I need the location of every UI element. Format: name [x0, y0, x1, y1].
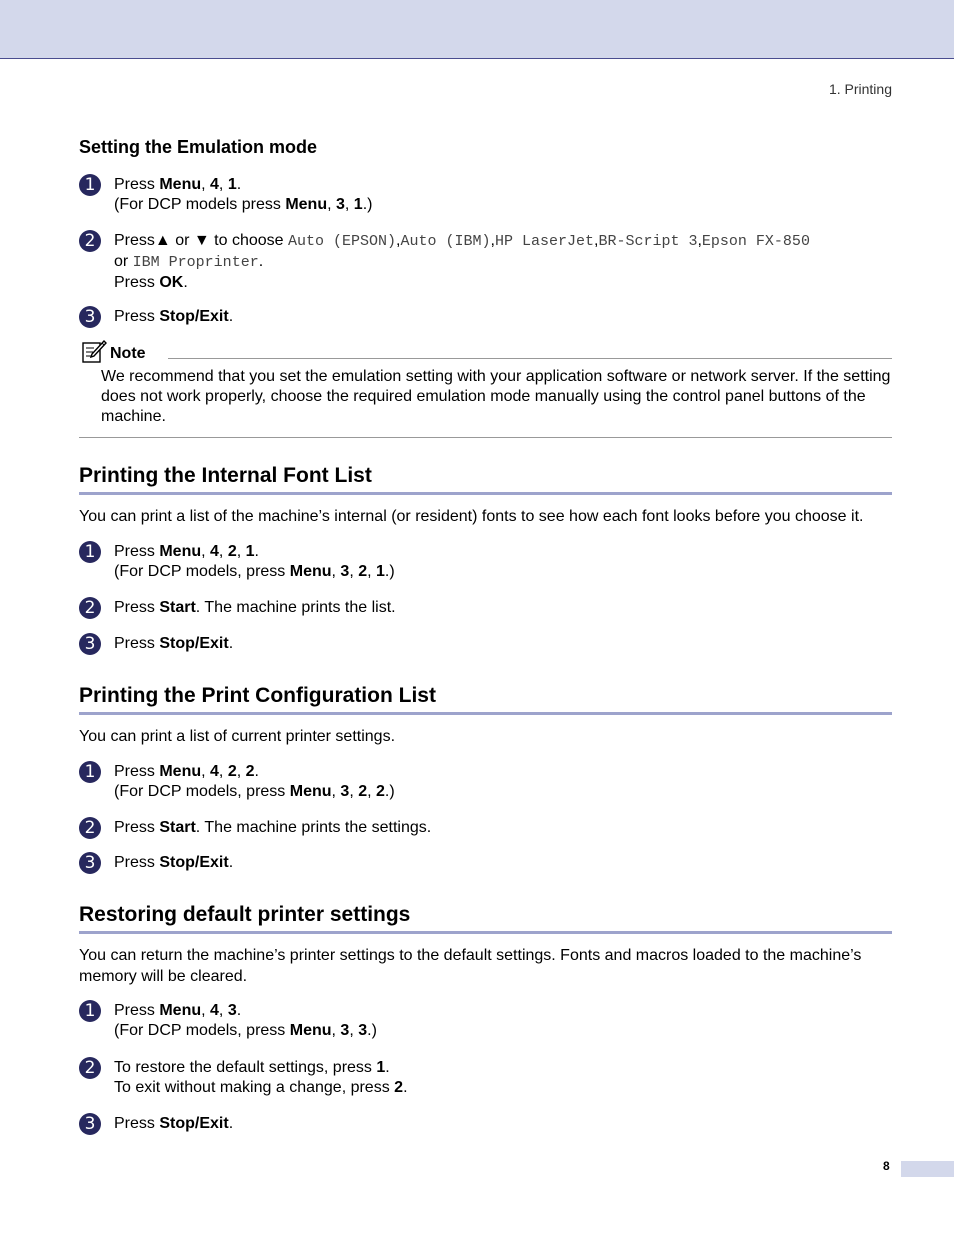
- note-label: Note: [110, 345, 146, 362]
- step-text: Press Start. The machine prints the list.: [114, 599, 396, 616]
- page-number: 8: [883, 1159, 890, 1173]
- up-arrow-icon: ▲: [154, 232, 171, 249]
- step-number-badge: 1: [79, 174, 101, 196]
- step-number-badge: 3: [79, 306, 101, 328]
- note-pencil-icon: [81, 340, 107, 364]
- restore-intro: You can return the machine’s printer settings to the default settings. Fonts and macros loaded to the machine’s memory will be cleared.: [79, 947, 862, 985]
- step-text: Press Menu, 4, 2, 2. (For DCP models, press Menu, 3, 2, 2.): [114, 763, 395, 800]
- step-text: To restore the default settings, press 1. To exit without making a change, press 2.: [114, 1059, 408, 1096]
- config-list-intro: You can print a list of current printer settings.: [79, 728, 396, 745]
- step-number-badge: 1: [79, 761, 101, 783]
- step-text: Press Menu, 4, 1. (For DCP models press Menu, 3, 1.): [114, 176, 373, 213]
- header-band: [0, 0, 954, 59]
- step-number-badge: 1: [79, 541, 101, 563]
- step-number-badge: 3: [79, 633, 101, 655]
- section-title-restore: Restoring default printer settings: [79, 903, 892, 934]
- note-divider: [168, 358, 892, 359]
- step-number-badge: 3: [79, 852, 101, 874]
- step-number-badge: 1: [79, 1000, 101, 1022]
- step-number-badge: 2: [79, 230, 101, 252]
- note-text: We recommend that you set the emulation setting with your application software or network server. If the setting does not work properly, choose the required emulation mode manually using the control panel buttons of the machine.: [101, 368, 891, 425]
- step-text: Press Start. The machine prints the settings.: [114, 819, 432, 836]
- step-text: Press Stop/Exit.: [114, 635, 234, 652]
- note-header: [79, 340, 892, 366]
- running-head: 1. Printing: [828, 81, 892, 97]
- font-list-intro: You can print a list of the machine’s internal (or resident) fonts to see how each font looks before you choose it.: [79, 508, 864, 525]
- step-text: Press Stop/Exit.: [114, 854, 234, 871]
- step-text: Press Stop/Exit.: [114, 308, 234, 325]
- section-title-config-list: Printing the Print Configuration List: [79, 684, 892, 715]
- step-text: Press▲ or ▼ to choose Auto (EPSON),Auto (IBM),HP LaserJet,BR-Script 3,Epson FX-850 or IBM Proprinter. Press OK.: [114, 232, 810, 291]
- section-title-font-list: Printing the Internal Font List: [79, 464, 892, 495]
- subsection-title-emulation: Setting the Emulation mode: [79, 137, 318, 157]
- note-box: [79, 340, 892, 440]
- page-tab-marker: [901, 1161, 954, 1177]
- step-number-badge: 2: [79, 597, 101, 619]
- note-bottom-rule: [79, 437, 892, 438]
- step-number-badge: 2: [79, 1057, 101, 1079]
- step-text: Press Menu, 4, 3. (For DCP models, press Menu, 3, 3.): [114, 1002, 377, 1039]
- step-text: Press Stop/Exit.: [114, 1115, 234, 1132]
- down-arrow-icon: ▼: [193, 232, 210, 249]
- step-number-badge: 3: [79, 1113, 101, 1135]
- step-text: Press Menu, 4, 2, 1. (For DCP models, press Menu, 3, 2, 1.): [114, 543, 395, 580]
- step-number-badge: 2: [79, 817, 101, 839]
